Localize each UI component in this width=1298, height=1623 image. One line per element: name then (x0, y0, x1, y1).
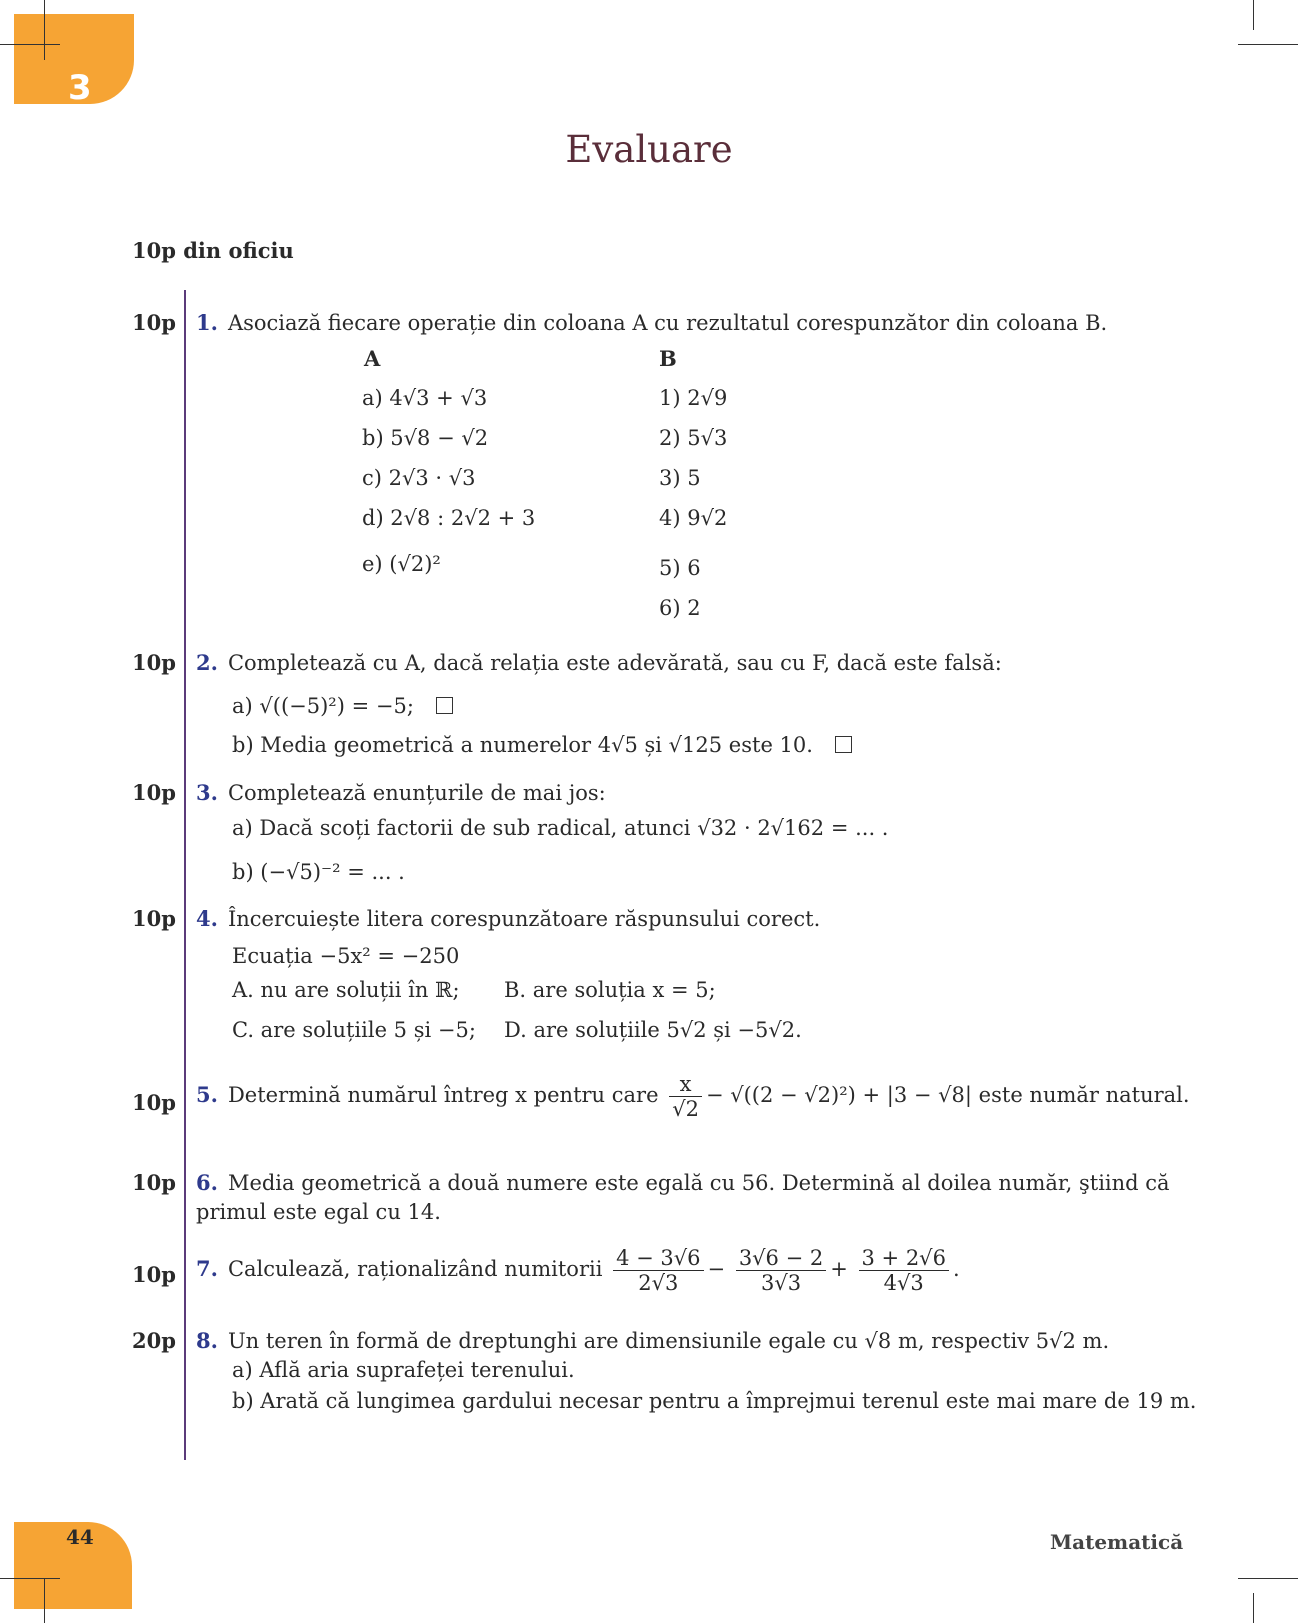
q2-statement: Completează cu A, dacă relația este adevărată, sau cu F, dacă este falsă: (227, 651, 1002, 675)
crop-mark (1253, 0, 1254, 30)
q8-points: 20p (132, 1328, 176, 1353)
q7-number: 7. (196, 1256, 218, 1281)
q5-text-after: este număr natural. (978, 1083, 1190, 1107)
q1-points: 10p (132, 310, 176, 335)
q8-b-text: b) Arată că lungimea gardului necesar pentru a împrejmui terenul este mai mare de 19 m. (232, 1389, 1197, 1413)
q7-points: 10p (132, 1262, 176, 1287)
q1-b-item: 4) 9√2 (659, 506, 728, 530)
q5-expression: − √((2 − √2)²) + |3 − √8| (705, 1083, 972, 1107)
column-b-header: B (659, 346, 677, 371)
crop-mark (1253, 1593, 1254, 1623)
q4-points: 10p (132, 906, 176, 931)
q2-b-line (232, 733, 852, 757)
crop-mark (0, 44, 60, 45)
crop-mark (1238, 44, 1298, 45)
q3-b-text: b) (−√5)⁻² = ... . (232, 860, 405, 884)
q1-a-item: e) (√2)² (362, 552, 441, 576)
q7-f2-num: 3√6 − 2 (736, 1246, 826, 1271)
q6-statement: Media geometrică a două numere este egală cu 56. Determină al doilea număr, ştiind că (227, 1171, 1170, 1195)
answer-checkbox[interactable] (436, 697, 453, 714)
q5-text (196, 1072, 1190, 1121)
q7-fraction-3 (859, 1246, 949, 1295)
crop-mark (1238, 1578, 1298, 1579)
answer-checkbox[interactable] (835, 736, 852, 753)
q7-text: 7. Calculează, raționalizând numitorii $\frac{4 - 3√6}{2√3}$ − $\frac{3√6 - 2}{3√3}$ + $\frac{3 + 2√6}{4√3}$ . (196, 1246, 960, 1295)
q1-text (196, 310, 1107, 335)
q7-f1-den: 2√3 (638, 1271, 679, 1295)
q2-a-line (232, 694, 453, 718)
q4-equation: Ecuația −5x² = −250 (232, 944, 460, 968)
q6-line1 (196, 1170, 1170, 1195)
q5-fraction (669, 1072, 702, 1121)
crop-mark (0, 1578, 60, 1579)
q3-a-text: a) Dacă scoți factorii de sub radical, atunci √32 · 2√162 = ... . (232, 816, 889, 840)
q5-text-before: Determină numărul întreg x pentru care (227, 1083, 659, 1107)
crop-mark (44, 1578, 45, 1623)
q1-a-item: a) 4√3 + √3 (362, 386, 488, 410)
q2-text (196, 650, 1002, 675)
q4-text (196, 906, 820, 931)
q1-a-item: b) 5√8 − √2 (362, 426, 489, 450)
q4-option-c[interactable]: C. are soluțiile 5 și −5; (232, 1018, 476, 1042)
q7-fraction-1 (613, 1246, 703, 1295)
q7-fraction-2 (736, 1246, 826, 1295)
chapter-number: 3 (68, 68, 92, 108)
points-divider (184, 290, 186, 1460)
q1-a-item: d) 2√8 : 2√2 + 3 (362, 506, 536, 530)
q6-number: 6. (196, 1170, 218, 1195)
q7-f3-num: 3 + 2√6 (859, 1246, 949, 1271)
q4-option-d[interactable]: D. are soluțiile 5√2 și −5√2. (504, 1018, 802, 1042)
q7-f1-num: 4 − 3√6 (613, 1246, 703, 1271)
q7-f3-den: 4√3 (883, 1271, 924, 1295)
q5-frac-den: √2 (672, 1097, 699, 1121)
q1-a-item: c) 2√3 · √3 (362, 466, 476, 490)
q7-f2-den: 3√3 (760, 1271, 802, 1295)
q1-statement: Asociază fiecare operație din coloana A cu rezultatul corespunzător din coloana B. (227, 311, 1108, 335)
q1-b-item: 6) 2 (659, 596, 701, 620)
crop-mark (44, 0, 45, 60)
q5-frac-num: x (669, 1072, 702, 1097)
q3-points: 10p (132, 780, 176, 805)
q2-b-text: b) Media geometrică a numerelor 4√5 și √125 este 10. (232, 733, 813, 757)
q5-number: 5. (196, 1082, 218, 1107)
q1-b-item: 3) 5 (659, 466, 701, 490)
q2-points: 10p (132, 650, 176, 675)
q2-a-text: a) √((−5)²) = −5; (232, 694, 414, 718)
q4-number: 4. (196, 906, 218, 931)
subject-label: Matematică (1050, 1530, 1184, 1554)
q8-number: 8. (196, 1328, 218, 1353)
q8-text (196, 1328, 1109, 1353)
q4-statement: Încercuiește litera corespunzătoare răspunsului corect. (227, 907, 821, 931)
column-a-header: A (364, 346, 381, 371)
q4-option-b[interactable]: B. are soluția x = 5; (504, 978, 716, 1002)
q3-statement: Completează enunțurile de mai jos: (227, 781, 606, 805)
q1-b-item: 2) 5√3 (659, 426, 728, 450)
q3-number: 3. (196, 780, 218, 805)
q1-b-item: 5) 6 (659, 556, 701, 580)
q5-points: 10p (132, 1090, 176, 1115)
oficiu-points: 10p din oficiu (132, 238, 294, 263)
q1-b-item: 1) 2√9 (659, 386, 728, 410)
q2-number: 2. (196, 650, 218, 675)
q1-number: 1. (196, 310, 218, 335)
q8-statement: Un teren în formă de dreptunghi are dimensiunile egale cu √8 m, respectiv 5√2 m. (227, 1329, 1110, 1353)
page-title: Evaluare (565, 128, 733, 171)
q3-text (196, 780, 606, 805)
q6-points: 10p (132, 1170, 176, 1195)
q6-line2: primul este egal cu 14. (196, 1200, 441, 1224)
q7-statement: Calculează, raționalizând numitorii (227, 1257, 603, 1281)
q8-a-text: a) Află aria suprafeței terenului. (232, 1358, 575, 1382)
page-number: 44 (66, 1525, 94, 1549)
q4-option-a[interactable]: A. nu are soluții în ℝ; (232, 978, 460, 1002)
